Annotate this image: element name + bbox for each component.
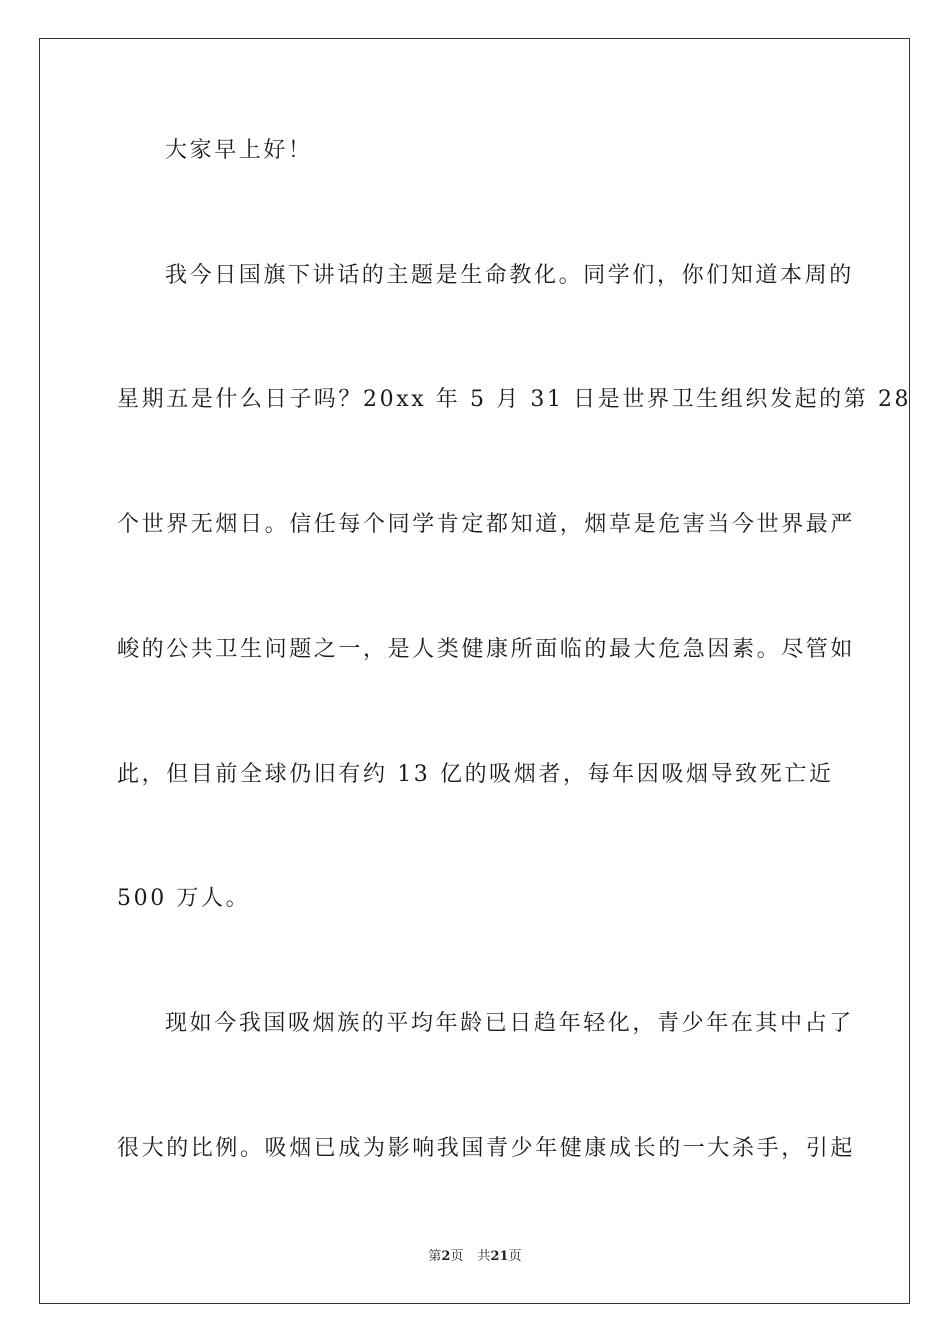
paragraph-line: 现如今我国吸烟族的平均年龄已日趋年轻化，青少年在其中占了 (165, 1011, 854, 1036)
current-page-number: 2 (441, 1249, 451, 1264)
page-footer (0, 1248, 950, 1266)
paragraph-line: 峻的公共卫生问题之一，是人类健康所面临的最大危急因素。尽管如 (117, 637, 856, 662)
greeting-line: 大家早上好！ (165, 138, 313, 163)
total-page-count: 21 (490, 1249, 509, 1264)
total-pages-suffix: 页 (508, 1249, 522, 1264)
paragraph-line: 个世界无烟日。信任每个同学肯定都知道，烟草是危害当今世界最严 (117, 512, 856, 537)
paragraph-line: 500 万人。 (117, 886, 251, 911)
paragraph-line: 星期五是什么日子吗？20xx 年 5 月 31 日是世界卫生组织发起的第 28 (117, 387, 912, 412)
page-number-prefix: 第 (428, 1249, 442, 1264)
paragraph-line: 很大的比例。吸烟已成为影响我国青少年健康成长的一大杀手，引起 (117, 1136, 856, 1161)
page-number-suffix: 页 (450, 1249, 464, 1264)
page-border (39, 38, 910, 1304)
paragraph-line: 我今日国旗下讲话的主题是生命教化。同学们，你们知道本周的 (165, 263, 854, 288)
paragraph-line: 此，但目前全球仍旧有约 13 亿的吸烟者，每年因吸烟导致死亡近 (117, 762, 834, 787)
total-pages-prefix: 共 (477, 1249, 491, 1264)
